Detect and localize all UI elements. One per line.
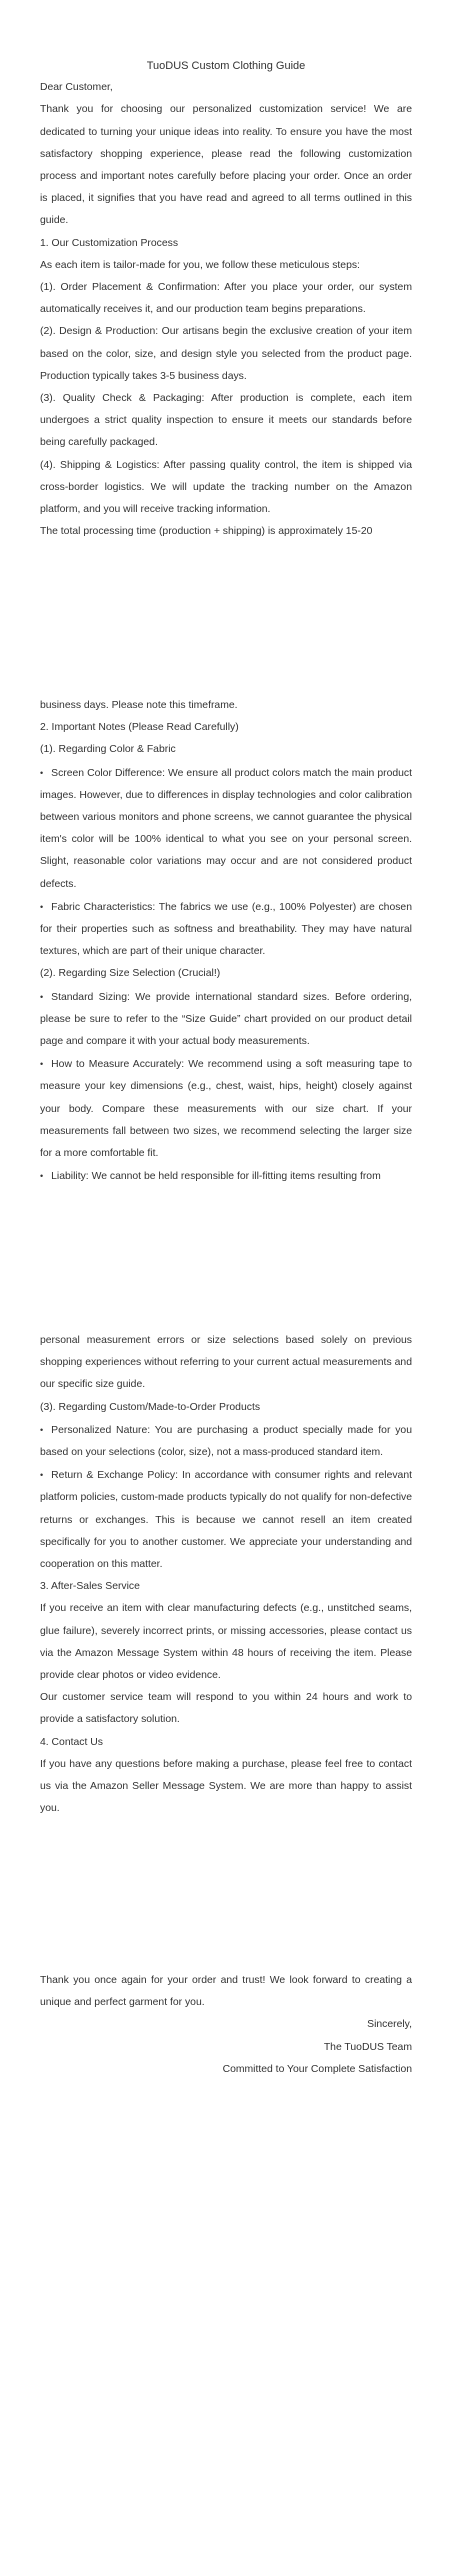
standard-sizing-text: Standard Sizing: We provide international standard sizes. Before ordering, please be sure to refer to the “Size Guide” chart provided on our product detail page and compare it with your actual body measurements. — [40, 991, 412, 1048]
bullet-item — [40, 762, 412, 896]
bullet-item — [40, 896, 412, 964]
bullet-icon: • — [40, 1059, 44, 1070]
bullet-item — [40, 1165, 412, 1188]
guide-page-4 — [40, 1970, 412, 2081]
thanks-text: Thank you once again for your order and trust! We look forward to creating a unique and perfect garment for you. — [40, 1975, 412, 2009]
contact-text: If you have any questions before making a purchase, please feel free to contact us via the Amazon Seller Message System. We are more than happy to assist you. — [40, 1758, 412, 1815]
process-lead: As each item is tailor-made for you, we follow these meticulous steps: — [40, 259, 360, 271]
measure-text: How to Measure Accurately: We recommend using a soft measuring tape to measure your key dimensions (e.g., chest, waist, hips, height) closely against your body. Compare these measurements with our size chart. If your measurements fall between two sizes, we recommend selecting the larger size for a more comfortable fit. — [40, 1059, 412, 1160]
fabric-characteristics-text: Fabric Characteristics: The fabrics we use (e.g., 100% Polyester) are chosen for their properties such as softness and breathability. They may have natural textures, which are part of their unique character. — [40, 901, 412, 958]
greeting: Dear Customer, — [40, 82, 113, 94]
after-sales-text: If you receive an item with clear manufacturing defects (e.g., unstitched seams, glue failure), severely incorrect prints, or missing accessories, please contact us via the Amazon Message System within 48 hours of receiving the item. Please provide clear photos or video evidence. — [40, 1603, 412, 1682]
process-step: (1). Order Placement & Confirmation: After you place your order, our system automatically receives it, and our production team begins preparations. — [40, 282, 412, 316]
intro-paragraph: Thank you for choosing our personalized customization service! We are dedicated to turning your unique ideas into reality. To ensure you have the most satisfactory shopping experience, please read the following customization process and important notes carefully before placing your order. Once an order is placed, it signifies that you have read and agreed to all terms outlined in this guide. — [40, 104, 412, 227]
sign-off: Sincerely, — [367, 2019, 412, 2031]
bullet-icon: • — [40, 1470, 44, 1481]
color-fabric-heading: (1). Regarding Color & Fabric — [40, 744, 176, 756]
liability-text: Liability: We cannot be held responsible for ill-fitting items resulting from — [51, 1171, 381, 1183]
process-step: (2). Design & Production: Our artisans begin the exclusive creation of your item based on the color, size, and design style you selected from the product page. Production typically takes 3-5 business days. — [40, 326, 412, 382]
total-time-text-cont: business days. Please note this timeframe. — [40, 700, 238, 711]
bullet-icon: • — [40, 901, 44, 912]
custom-products-heading: (3). Regarding Custom/Made-to-Order Products — [40, 1401, 261, 1413]
size-selection-heading: (2). Regarding Size Selection (Crucial!) — [40, 968, 221, 980]
page-title: TuoDUS Custom Clothing Guide — [146, 60, 306, 72]
response-time-text: Our customer service team will respond to you within 24 hours and work to provide a satisfactory solution. — [40, 1692, 412, 1726]
bullet-item — [40, 1419, 412, 1464]
bullet-item — [40, 1053, 412, 1165]
process-step: (4). Shipping & Logistics: After passing quality control, the item is shipped via cross-border logistics. We will update the tracking number on the Amazon platform, and you will receive tracking information. — [40, 459, 412, 516]
contact-heading: 4. Contact Us — [40, 1736, 103, 1748]
team-signature: The TuoDUS Team — [323, 2041, 412, 2053]
bullet-icon: • — [40, 767, 44, 778]
personalized-nature-text: Personalized Nature: You are purchasing a product specially made for you based on your selections (color, size), not a mass-produced standard item. — [40, 1424, 412, 1459]
color-difference-text: Screen Color Difference: We ensure all product colors match the main product images. However, due to differences in display technologies and color calibration between various monitors and phone screens, we cannot guarantee the physical item's color will be 100% identical to what you see on your personal screen. Slight, reasonable color variations may occur and are not considered product defects. — [40, 767, 412, 890]
return-policy-text: Return & Exchange Policy: In accordance with consumer rights and relevant platform policies, custom-made products typically do not qualify for non-defective returns or exchanges. This is because we cannot resell an item created specifically for you to another customer. We appreciate your understanding and cooperation on this matter. — [40, 1470, 412, 1571]
bullet-icon: • — [40, 991, 44, 1002]
process-heading: 1. Our Customization Process — [40, 237, 179, 249]
liability-text-cont: personal measurement errors or size selections based solely on previous shopping experiences without referring to your current actual measurements and our specific size guide. — [40, 1335, 412, 1391]
notes-heading: 2. Important Notes (Please Read Carefully) — [40, 722, 239, 734]
bullet-icon: • — [40, 1424, 44, 1435]
guide-page-2 — [40, 695, 412, 1188]
total-time-text: The total processing time (production + shipping) is approximately 15-20 — [40, 526, 373, 538]
after-sales-heading: 3. After-Sales Service — [40, 1581, 140, 1593]
bullet-icon: • — [40, 1171, 44, 1182]
bullet-item — [40, 986, 412, 1054]
process-step: (3). Quality Check & Packaging: After production is complete, each item undergoes a strict quality inspection to ensure it meets our standards before being carefully packaged. — [40, 393, 412, 449]
guide-page-1 — [40, 55, 412, 543]
guide-page-3 — [40, 1330, 412, 1820]
tagline: Committed to Your Complete Satisfaction — [222, 2063, 412, 2075]
bullet-item — [40, 1464, 412, 1576]
